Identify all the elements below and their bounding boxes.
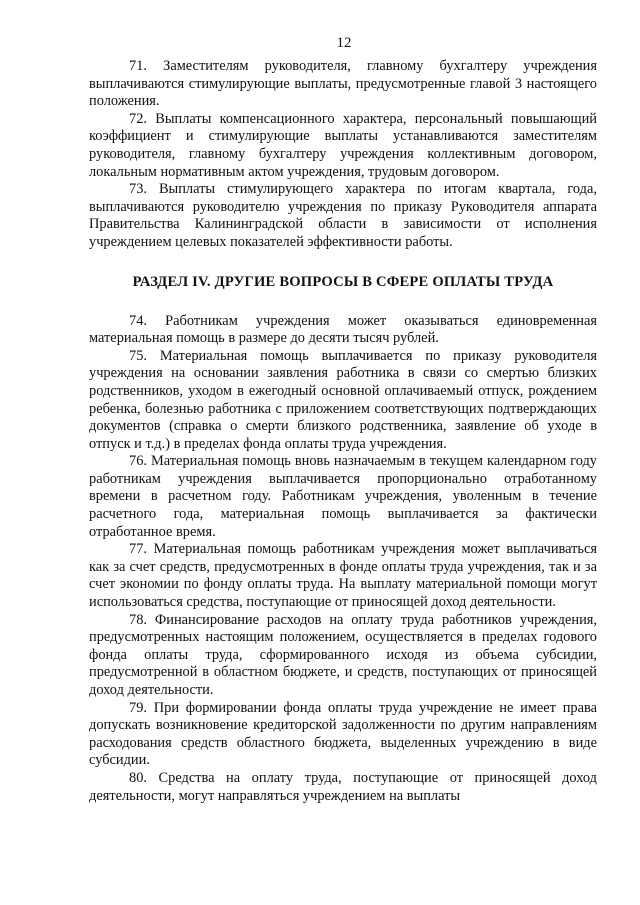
paragraph-78: 78. Финансирование расходов на оплату труда работников учреждения, предусмотренных настоящим положением, осуществляется в пределах годового фонда оплаты труда, сформированного исходя из объема субсидии, предусмотренной в областном бюджете, и средств, поступающих от приносящей доход деятельности. xyxy=(89,611,597,698)
paragraph-80: 80. Средства на оплату труда, поступающие от приносящей доход деятельности, могут направляться учреждением на выплаты xyxy=(89,769,597,804)
paragraph-71: 71. Заместителям руководителя, главному бухгалтеру учреждения выплачиваются стимулирующие выплаты, предусмотренные главой 3 настоящего положения. xyxy=(89,58,597,110)
paragraph-79: 79. При формировании фонда оплаты труда учреждение не имеет права допускать возникновение кредиторской задолженности по другим направлениям расходования средств областного бюджета, выделенных учреждению в виде субсидии. xyxy=(89,699,597,769)
paragraph-74: 74. Работникам учреждения может оказываться единовременная материальная помощь в размере до десяти тысяч рублей. xyxy=(89,312,597,347)
paragraph-73: 73. Выплаты стимулирующего характера по итогам квартала, года, выплачиваются руководителю учреждения по приказу Руководителя аппарата Правительства Калининградской области в зависимости от исполнения учреждением целевых показателей эффективности работы. xyxy=(89,181,597,250)
paragraph-77: 77. Материальная помощь работникам учреждения может выплачиваться как за счет средств, предусмотренных в фонде оплаты труда учреждения, так и за счет экономии по фонду оплаты труда. На выплату материальной помощи могут использоваться средства, поступающие от приносящей доход деятельности. xyxy=(89,541,597,611)
section-heading: РАЗДЕЛ IV. ДРУГИЕ ВОПРОСЫ В СФЕРЕ ОПЛАТЫ ТРУДА xyxy=(132,273,554,290)
paragraph-72: 72. Выплаты компенсационного характера, персональный повышающий коэффициент и стимулирующие выплаты устанавливаются заместителям руководителя, главному бухгалтеру учреждения коллективным договором, локальным нормативным актом учреждения, трудовым договором. xyxy=(89,110,597,180)
page-number: 12 xyxy=(336,35,352,51)
paragraph-76: 76. Материальная помощь вновь назначаемым в текущем календарном году работникам учреждения выплачивается пропорционально отработанному времени в расчетном году. Работникам учреждения, уволенным в течение расчетного года, материальная помощь выплачивается за фактически отработанное время. xyxy=(89,453,597,540)
document-page xyxy=(89,34,597,805)
paragraph-75: 75. Материальная помощь выплачивается по приказу руководителя учреждения на основании заявления работника в связи со смертью близких родственников, уходом в ежегодный основной оплачиваемый отпуск, рождением ребенка, болезнью работника с приложением соответствующих подтверждающих документов (справка о смерти близкого родственника, заявление об уходе в отпуск и т.д.) в пределах фонда оплаты труда учреждения. xyxy=(89,347,597,452)
